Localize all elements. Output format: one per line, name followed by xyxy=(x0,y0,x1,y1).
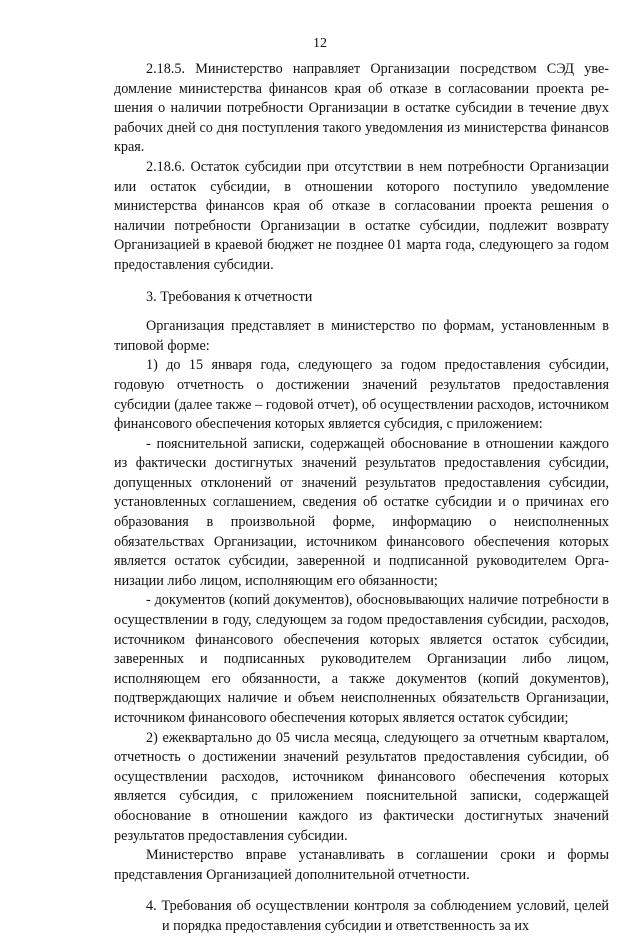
paragraph-2-18-6: 2.18.6. Остаток субсидии при отсутствии в нем потребности Организации или остаток субсидии, в отношении которого поступило уведомление министерства финансов края об отказе в согласовании проекта решения о наличии потребности Организации в остатке субсидии, подлежит возврату Организацией в краевой бюджет не позднее 01 марта года, следующего за годом предоставления субсидии. xyxy=(114,158,609,273)
page-number: 12 xyxy=(313,36,327,51)
section-3-item-2: 2) ежеквартально до 05 числа месяца, следующего за отчетным кварталом, отчетность о достижении значений результатов предоставления субсидии, об осуществлении расходов, источником финансового обеспечения которых является субсидия, с приложением пояснительной записки, содержащей обоснование в отношении каждого из фактически достигнутых значений результатов предоставления субсидии. xyxy=(114,729,609,844)
section-spacer xyxy=(114,276,609,288)
section-3-item-1: 1) до 15 января года, следующего за годом предоставления субсидии, годовую отчетность о достижении значений результатов предоставления субсидии (далее также – годовой отчет), об осуществлении расходов, источником финансового обеспечения которых является субсидия, с приложением: xyxy=(114,357,609,433)
section-spacer xyxy=(114,307,609,317)
section-3-heading: 3. Требования к отчетности xyxy=(146,288,313,305)
document-body xyxy=(114,60,609,937)
section-spacer xyxy=(114,885,609,897)
section-3-item-1-explanatory-note: - пояснительной записки, содержащей обоснование в отношении каждого из фактически достигнутых значений результатов предоставления субсидии, допущенных отклонений от значений результатов предоставления субсидии, установленных соглашением, сведения об остатке субсидии и о причинах его образования в произвольной форме, информацию о неисполненных обязательствах Организации, источником финансового обеспечения которых является остаток субсидии, заверенной и подписанной руководителем Организации либо лицом, исполняющим его обязанности; xyxy=(114,435,609,589)
section-3-item-1-documents: - документов (копий документов), обосновывающих наличие потребности в осуществлении в году, следующем за годом предоставления субсидии, расходов, источником финансового обеспечения которых является остаток субсидии, заверенных и подписанных руководителем Организации либо лицом, исполняющем его обязанности, а также документов (копий документов), подтверждающих наличие и объем неисполненных обязательств Организации, источником финансового обеспечения которых является остаток субсидии; xyxy=(114,592,609,726)
section-3-closing: Министерство вправе устанавливать в соглашении сроки и формы представления Организацией дополнительной отчетности. xyxy=(114,847,609,883)
paragraph-2-18-5: 2.18.5. Министерство направляет Организации посредством СЭД уведомление министерства финансов края об отказе в согласовании проекта решения о наличии потребности Организации в остатке субсидии в течение двух рабочих дней со дня поступления такого уведомления из министерства финансов края. xyxy=(114,61,609,156)
section-4-heading: 4. Требования об осуществлении контроля за соблюдением условий, целей и порядка предоставления субсидии и ответственность за их xyxy=(146,898,609,934)
section-3-intro: Организация представляет в министерство по формам, установленным в типовой форме: xyxy=(114,318,609,354)
